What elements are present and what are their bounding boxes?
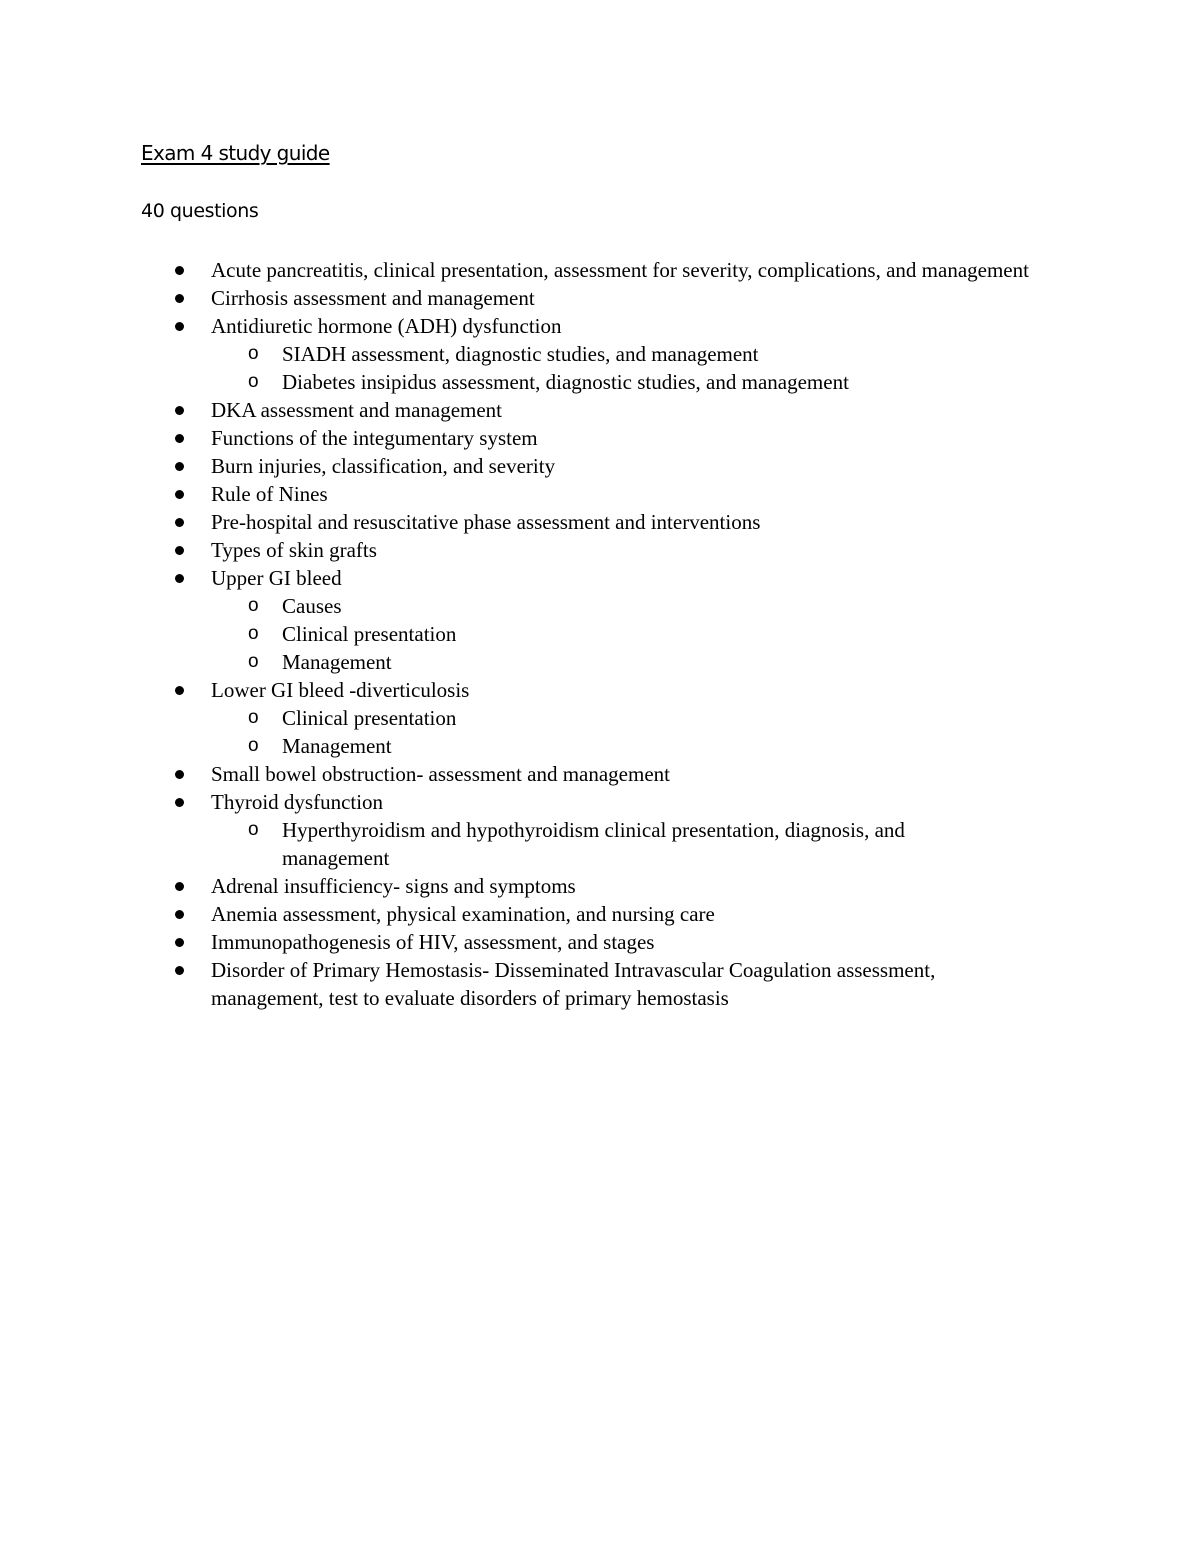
list-item-text: Antidiuretic hormone (ADH) dysfunction bbox=[211, 314, 562, 338]
list-item-text: Cirrhosis assessment and management bbox=[211, 286, 535, 310]
list-item bbox=[0, 872, 1031, 900]
list-item-text: Lower GI bleed -diverticulosis bbox=[211, 678, 470, 702]
sub-list-item-text: Management bbox=[282, 734, 392, 758]
bullet-marker bbox=[175, 574, 184, 583]
sub-list-item bbox=[0, 732, 1002, 760]
bullet-marker bbox=[175, 938, 184, 947]
list-item-text: Upper GI bleed bbox=[211, 566, 342, 590]
list-item-text: Types of skin grafts bbox=[211, 538, 377, 562]
list-item-text: Adrenal insufficiency- signs and symptoms bbox=[211, 874, 576, 898]
bullet-marker bbox=[175, 434, 184, 443]
bullet-marker bbox=[175, 518, 184, 527]
list-item-text: Burn injuries, classification, and severity bbox=[211, 454, 556, 478]
bullet-marker bbox=[175, 686, 184, 695]
bullet-marker bbox=[175, 322, 184, 331]
hollow-bullet-marker: o bbox=[248, 595, 259, 616]
list-item-text: Functions of the integumentary system bbox=[211, 426, 538, 450]
list-item bbox=[0, 900, 1031, 928]
list-item-text: Small bowel obstruction- assessment and management bbox=[211, 762, 670, 786]
list-item bbox=[0, 564, 1031, 592]
document-title: Exam 4 study guide bbox=[141, 141, 330, 165]
list-item bbox=[0, 452, 1031, 480]
bullet-marker bbox=[175, 966, 184, 975]
sub-list-item-text: Clinical presentation bbox=[282, 706, 457, 730]
sub-list-item-text: SIADH assessment, diagnostic studies, and management bbox=[282, 342, 759, 366]
list-item bbox=[0, 956, 1031, 1012]
list-item bbox=[0, 536, 1031, 564]
bullet-marker bbox=[175, 266, 184, 275]
list-item-text: Thyroid dysfunction bbox=[211, 790, 384, 814]
sub-list-item-text: Management bbox=[282, 650, 392, 674]
list-item-text: Immunopathogenesis of HIV, assessment, and stages bbox=[211, 930, 655, 954]
bullet-marker bbox=[175, 490, 184, 499]
list-item bbox=[0, 424, 1031, 452]
bullet-marker bbox=[175, 462, 184, 471]
hollow-bullet-marker: o bbox=[248, 371, 259, 392]
list-item bbox=[0, 760, 1031, 788]
hollow-bullet-marker: o bbox=[248, 623, 259, 644]
hollow-bullet-marker: o bbox=[248, 707, 259, 728]
bullet-marker bbox=[175, 882, 184, 891]
bullet-marker bbox=[175, 798, 184, 807]
list-item bbox=[0, 508, 1031, 536]
list-item-text: Pre-hospital and resuscitative phase assessment and interventions bbox=[211, 510, 761, 534]
sub-list-item-text: Diabetes insipidus assessment, diagnostic studies, and management bbox=[282, 370, 849, 394]
sub-list-item-text: Hyperthyroidism and hypothyroidism clinical presentation, diagnosis, and management bbox=[282, 818, 905, 870]
question-count: 40 questions bbox=[141, 200, 259, 222]
sub-list-item bbox=[0, 340, 1002, 368]
sub-list-item bbox=[0, 816, 1002, 872]
sub-list-item bbox=[0, 704, 1002, 732]
list-item-text: Acute pancreatitis, clinical presentation, assessment for severity, complications, and management bbox=[211, 258, 1029, 282]
sub-list-item-text: Clinical presentation bbox=[282, 622, 457, 646]
sub-list-item bbox=[0, 592, 1002, 620]
hollow-bullet-marker: o bbox=[248, 651, 259, 672]
bullet-marker bbox=[175, 770, 184, 779]
sub-list-item bbox=[0, 620, 1002, 648]
list-item-text: DKA assessment and management bbox=[211, 398, 503, 422]
sub-list-item bbox=[0, 368, 1002, 396]
list-item bbox=[0, 312, 1031, 340]
list-item bbox=[0, 256, 1031, 284]
list-item bbox=[0, 676, 1031, 704]
list-item-text: Disorder of Primary Hemostasis- Disseminated Intravascular Coagulation assessment, management, test to evaluate disorders of primary hemostasis bbox=[211, 958, 936, 1010]
sub-list-item bbox=[0, 648, 1002, 676]
list-item bbox=[0, 396, 1031, 424]
topic-list bbox=[0, 256, 1200, 1012]
bullet-marker bbox=[175, 910, 184, 919]
sub-list-item-text: Causes bbox=[282, 594, 342, 618]
list-item-text: Rule of Nines bbox=[211, 482, 328, 506]
list-item bbox=[0, 788, 1031, 816]
hollow-bullet-marker: o bbox=[248, 735, 259, 756]
list-item-text: Anemia assessment, physical examination, and nursing care bbox=[211, 902, 715, 926]
list-item bbox=[0, 480, 1031, 508]
bullet-marker bbox=[175, 294, 184, 303]
bullet-marker bbox=[175, 406, 184, 415]
hollow-bullet-marker: o bbox=[248, 819, 259, 840]
bullet-marker bbox=[175, 546, 184, 555]
list-item bbox=[0, 928, 1031, 956]
hollow-bullet-marker: o bbox=[248, 343, 259, 364]
list-item bbox=[0, 284, 1031, 312]
